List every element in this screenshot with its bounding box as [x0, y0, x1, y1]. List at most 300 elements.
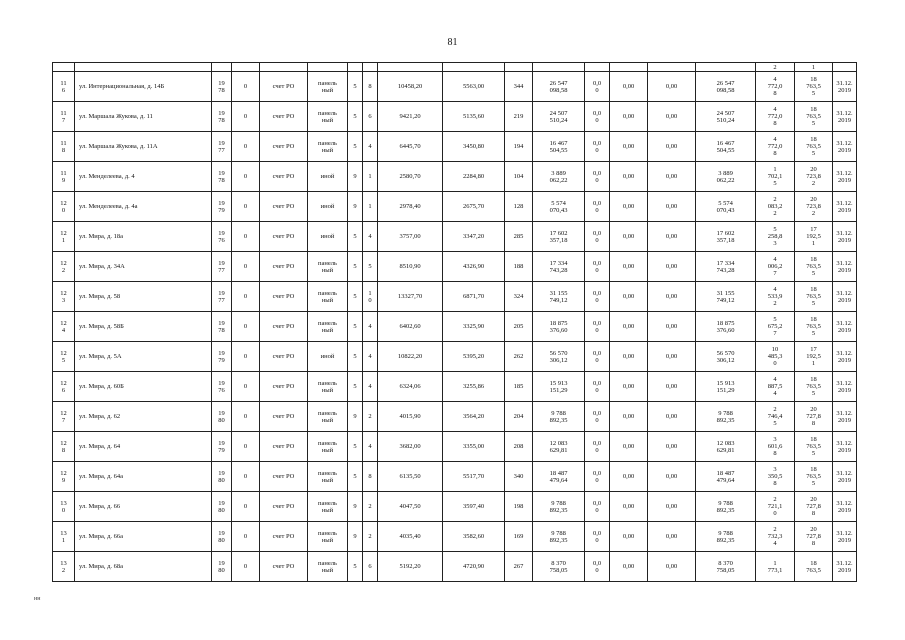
cost-cell: 5 574 070,43	[533, 192, 585, 222]
zero-amount-cell: 0,00	[648, 492, 696, 522]
total-area-cell: 9421,20	[378, 102, 443, 132]
deadline-cell: 31.12. 2019	[833, 402, 857, 432]
zero-amount-cell: 0,00	[610, 102, 648, 132]
wall-material-cell: панель ный	[308, 552, 348, 582]
zero-amount-cell: 0,00	[648, 552, 696, 582]
decimal-cell: 0,0 0	[585, 372, 610, 402]
table-row	[53, 132, 857, 162]
table-row	[53, 432, 857, 462]
account-cell: счет РО	[260, 402, 308, 432]
row-number-cell: 12 0	[53, 192, 75, 222]
zero-amount-cell: 0,00	[648, 372, 696, 402]
zero-amount-cell: 0,00	[648, 192, 696, 222]
row-number-cell: 11 9	[53, 162, 75, 192]
address-cell: ул. Мира, д. 66	[75, 492, 212, 522]
total-cost-cell: 17 334 743,28	[696, 252, 756, 282]
deadline-cell: 31.12. 2019	[833, 72, 857, 102]
residents-cell: 219	[505, 102, 533, 132]
account-cell: счет РО	[260, 552, 308, 582]
address-cell: ул. Интернациональная, д. 14Б	[75, 72, 212, 102]
total-cost-cell: 18 875 376,60	[696, 312, 756, 342]
zero-amount-cell: 0,00	[648, 312, 696, 342]
deadline-cell: 31.12. 2019	[833, 102, 857, 132]
zero-amount-cell: 0,00	[648, 462, 696, 492]
year-cell: 19 79	[212, 342, 232, 372]
decimal-cell: 0,0 0	[585, 72, 610, 102]
total-cost-cell: 31 155 749,12	[696, 282, 756, 312]
residents-cell: 194	[505, 132, 533, 162]
zero-cell: 0	[232, 492, 260, 522]
residents-cell: 205	[505, 312, 533, 342]
decimal-cell: 0,0 0	[585, 312, 610, 342]
account-cell: счет РО	[260, 252, 308, 282]
cost-cell: 8 370 758,05	[533, 552, 585, 582]
row-number-cell: 11 7	[53, 102, 75, 132]
zero-cell: 0	[232, 552, 260, 582]
zero-amount-cell: 0,00	[610, 252, 648, 282]
entrances-cell: 2	[363, 522, 378, 552]
specific-cost-cell: 4 006,2 7	[756, 252, 795, 282]
living-area-cell: 4326,90	[443, 252, 505, 282]
zero-amount-cell: 0,00	[610, 132, 648, 162]
decimal-cell: 0,0 0	[585, 342, 610, 372]
zero-amount-cell: 0,00	[610, 552, 648, 582]
decimal-cell: 0,0 0	[585, 192, 610, 222]
row-number-cell: 12 7	[53, 402, 75, 432]
residents-cell: 169	[505, 522, 533, 552]
address-cell: ул. Мира, д. 34А	[75, 252, 212, 282]
entrances-cell: 1 0	[363, 282, 378, 312]
total-cost-cell: 56 570 306,12	[696, 342, 756, 372]
residents-cell: 185	[505, 372, 533, 402]
year-cell: 19 77	[212, 282, 232, 312]
account-cell: счет РО	[260, 132, 308, 162]
table-row	[53, 402, 857, 432]
year-cell: 19 76	[212, 372, 232, 402]
table-row	[53, 252, 857, 282]
cost-cell: 18 487 479,64	[533, 462, 585, 492]
rate-cell: 20 727,8 8	[795, 522, 833, 552]
address-cell: ул. Маршала Жукова, д. 11	[75, 102, 212, 132]
specific-cost-cell: 5 258,8 3	[756, 222, 795, 252]
residents-cell: 324	[505, 282, 533, 312]
zero-amount-cell: 0,00	[610, 162, 648, 192]
cost-cell: 15 913 151,29	[533, 372, 585, 402]
rate-cell: 18 763,5 5	[795, 132, 833, 162]
total-area-cell: 3682,00	[378, 432, 443, 462]
year-cell: 19 78	[212, 162, 232, 192]
total-area-cell: 2580,70	[378, 162, 443, 192]
total-cost-cell: 16 467 504,55	[696, 132, 756, 162]
zero-amount-cell: 0,00	[610, 462, 648, 492]
deadline-cell: 31.12. 2019	[833, 432, 857, 462]
zero-amount-cell: 0,00	[610, 72, 648, 102]
zero-amount-cell: 0,00	[610, 312, 648, 342]
row-number-cell: 11 8	[53, 132, 75, 162]
rate-cell: 20 727,8 8	[795, 492, 833, 522]
zero-amount-cell: 0,00	[648, 162, 696, 192]
address-cell: ул. Мира, д. 60Б	[75, 372, 212, 402]
zero-cell: 0	[232, 102, 260, 132]
row-number-cell: 12 8	[53, 432, 75, 462]
zero-amount-cell: 0,00	[610, 222, 648, 252]
cost-cell: 12 083 629,81	[533, 432, 585, 462]
cost-cell: 9 788 892,35	[533, 492, 585, 522]
entrances-cell: 4	[363, 132, 378, 162]
cost-cell: 24 507 510,24	[533, 102, 585, 132]
account-cell: счет РО	[260, 192, 308, 222]
specific-cost-cell: 4 772,0 8	[756, 132, 795, 162]
total-cost-cell: 18 487 479,64	[696, 462, 756, 492]
entrances-cell: 6	[363, 102, 378, 132]
zero-cell: 0	[232, 72, 260, 102]
wall-material-cell: иной	[308, 162, 348, 192]
zero-amount-cell: 0,00	[610, 192, 648, 222]
table-row	[53, 102, 857, 132]
zero-amount-cell: 0,00	[648, 432, 696, 462]
rate-cell: 18 763,5 5	[795, 72, 833, 102]
cost-cell: 17 334 743,28	[533, 252, 585, 282]
floors-cell: 5	[348, 342, 363, 372]
rate-cell: 18 763,5 5	[795, 462, 833, 492]
row-number-cell: 12 3	[53, 282, 75, 312]
zero-cell: 0	[232, 402, 260, 432]
entrances-cell: 2	[363, 402, 378, 432]
total-cost-cell: 9 788 892,35	[696, 522, 756, 552]
zero-cell: 0	[232, 462, 260, 492]
account-cell: счет РО	[260, 372, 308, 402]
zero-cell: 0	[232, 522, 260, 552]
zero-amount-cell: 0,00	[648, 522, 696, 552]
entrances-cell: 4	[363, 432, 378, 462]
table-row	[53, 372, 857, 402]
table-row	[53, 552, 857, 582]
row-number-cell: 12 4	[53, 312, 75, 342]
cost-cell: 3 889 062,22	[533, 162, 585, 192]
row-number-cell: 12 9	[53, 462, 75, 492]
total-area-cell: 13327,70	[378, 282, 443, 312]
cost-cell: 18 875 376,60	[533, 312, 585, 342]
table-row	[53, 162, 857, 192]
specific-cost-cell: 5 675,2 7	[756, 312, 795, 342]
row-number-cell: 13 1	[53, 522, 75, 552]
living-area-cell: 4720,90	[443, 552, 505, 582]
year-cell: 19 79	[212, 432, 232, 462]
zero-cell: 0	[232, 132, 260, 162]
table-row	[53, 492, 857, 522]
address-cell: ул. Мира, д. 58	[75, 282, 212, 312]
entrances-cell: 1	[363, 192, 378, 222]
account-cell: счет РО	[260, 102, 308, 132]
floors-cell: 5	[348, 252, 363, 282]
cost-cell: 9 788 892,35	[533, 402, 585, 432]
wall-material-cell: панель ный	[308, 102, 348, 132]
wall-material-cell: иной	[308, 222, 348, 252]
address-cell: ул. Менделеева, д. 4а	[75, 192, 212, 222]
zero-amount-cell: 0,00	[648, 402, 696, 432]
wall-material-cell: панель ный	[308, 282, 348, 312]
year-cell: 19 78	[212, 312, 232, 342]
wall-material-cell: панель ный	[308, 72, 348, 102]
total-area-cell: 2978,40	[378, 192, 443, 222]
year-cell: 19 79	[212, 192, 232, 222]
deadline-cell: 31.12. 2019	[833, 492, 857, 522]
zero-amount-cell: 0,00	[610, 522, 648, 552]
zero-cell: 0	[232, 162, 260, 192]
floors-cell: 5	[348, 222, 363, 252]
deadline-cell: 31.12. 2019	[833, 342, 857, 372]
deadline-cell: 31.12. 2019	[833, 312, 857, 342]
zero-cell: 0	[232, 312, 260, 342]
account-cell: счет РО	[260, 432, 308, 462]
specific-cost-cell: 3 601,6 8	[756, 432, 795, 462]
total-cost-cell: 3 889 062,22	[696, 162, 756, 192]
table-row	[53, 342, 857, 372]
floors-cell: 9	[348, 162, 363, 192]
zero-cell: 0	[232, 372, 260, 402]
total-area-cell: 8510,90	[378, 252, 443, 282]
row-number-cell: 13 0	[53, 492, 75, 522]
specific-cost-cell: 2 732,3 4	[756, 522, 795, 552]
account-cell: счет РО	[260, 492, 308, 522]
rate-cell: 20 727,8 8	[795, 402, 833, 432]
zero-amount-cell: 0,00	[648, 222, 696, 252]
deadline-cell: 31.12. 2019	[833, 462, 857, 492]
wall-material-cell: панель ный	[308, 252, 348, 282]
specific-cost-cell: 2 083,2 2	[756, 192, 795, 222]
table-row	[53, 192, 857, 222]
living-area-cell: 2284,80	[443, 162, 505, 192]
rate-cell: 18 763,5 5	[795, 312, 833, 342]
zero-cell: 0	[232, 432, 260, 462]
year-cell: 19 80	[212, 492, 232, 522]
specific-cost-cell: 1 773,1	[756, 552, 795, 582]
address-cell: ул. Мира, д. 58Б	[75, 312, 212, 342]
total-cost-cell: 15 913 151,29	[696, 372, 756, 402]
account-cell: счет РО	[260, 222, 308, 252]
zero-amount-cell: 0,00	[648, 342, 696, 372]
year-cell: 19 80	[212, 552, 232, 582]
year-cell: 19 77	[212, 252, 232, 282]
deadline-cell: 31.12. 2019	[833, 372, 857, 402]
zero-amount-cell: 0,00	[610, 372, 648, 402]
total-area-cell: 6135,50	[378, 462, 443, 492]
living-area-cell: 6871,70	[443, 282, 505, 312]
total-area-cell: 6324,06	[378, 372, 443, 402]
decimal-cell: 0,0 0	[585, 522, 610, 552]
address-cell: ул. Мира, д. 64	[75, 432, 212, 462]
rate-cell: 18 763,5 5	[795, 252, 833, 282]
total-area-cell: 4035,40	[378, 522, 443, 552]
floors-cell: 5	[348, 72, 363, 102]
decimal-cell: 0,0 0	[585, 162, 610, 192]
total-area-cell: 10458,20	[378, 72, 443, 102]
specific-cost-cell: 2 721,1 0	[756, 492, 795, 522]
deadline-cell: 31.12. 2019	[833, 192, 857, 222]
decimal-cell: 0,0 0	[585, 432, 610, 462]
living-area-cell: 3355,00	[443, 432, 505, 462]
rate-cell: 17 192,5 1	[795, 342, 833, 372]
living-area-cell: 2675,70	[443, 192, 505, 222]
deadline-cell: 31.12. 2019	[833, 282, 857, 312]
row-number-cell: 13 2	[53, 552, 75, 582]
living-area-cell: 5395,20	[443, 342, 505, 372]
floors-cell: 9	[348, 402, 363, 432]
zero-cell: 0	[232, 342, 260, 372]
total-cost-cell: 26 547 098,58	[696, 72, 756, 102]
account-cell: счет РО	[260, 342, 308, 372]
wall-material-cell: панель ный	[308, 522, 348, 552]
table-row	[53, 222, 857, 252]
address-cell: ул. Мира, д. 18а	[75, 222, 212, 252]
decimal-cell: 0,0 0	[585, 492, 610, 522]
account-cell: счет РО	[260, 162, 308, 192]
living-area-cell: 3564,20	[443, 402, 505, 432]
account-cell: счет РО	[260, 522, 308, 552]
wall-material-cell: панель ный	[308, 462, 348, 492]
zero-amount-cell: 0,00	[610, 342, 648, 372]
footer-mark: нн	[34, 596, 41, 602]
decimal-cell: 0,0 0	[585, 132, 610, 162]
address-cell: ул. Менделеева, д. 4	[75, 162, 212, 192]
total-cost-cell: 17 602 357,18	[696, 222, 756, 252]
rate-cell: 18 763,5	[795, 552, 833, 582]
total-area-cell: 6445,70	[378, 132, 443, 162]
total-area-cell: 3757,00	[378, 222, 443, 252]
entrances-cell: 4	[363, 312, 378, 342]
living-area-cell: 3582,60	[443, 522, 505, 552]
floors-cell: 5	[348, 312, 363, 342]
specific-cost-cell: 10 485,3 0	[756, 342, 795, 372]
rate-cell: 18 763,5 5	[795, 102, 833, 132]
rate-cell: 17 192,5 1	[795, 222, 833, 252]
deadline-cell: 31.12. 2019	[833, 222, 857, 252]
entrances-cell: 4	[363, 222, 378, 252]
account-cell: счет РО	[260, 72, 308, 102]
year-cell: 19 80	[212, 402, 232, 432]
row-number-cell: 12 1	[53, 222, 75, 252]
wall-material-cell: панель ный	[308, 402, 348, 432]
address-cell: ул. Мира, д. 68а	[75, 552, 212, 582]
residents-cell: 262	[505, 342, 533, 372]
total-cost-cell: 24 507 510,24	[696, 102, 756, 132]
table-row	[53, 282, 857, 312]
rate-cell: 20 723,8 2	[795, 162, 833, 192]
decimal-cell: 0,0 0	[585, 252, 610, 282]
zero-cell: 0	[232, 192, 260, 222]
table-row	[53, 312, 857, 342]
zero-amount-cell: 0,00	[648, 102, 696, 132]
year-cell: 19 78	[212, 72, 232, 102]
decimal-cell: 0,0 0	[585, 462, 610, 492]
zero-amount-cell: 0,00	[610, 282, 648, 312]
residents-cell: 198	[505, 492, 533, 522]
cost-cell: 26 547 098,58	[533, 72, 585, 102]
floors-cell: 5	[348, 432, 363, 462]
row-number-cell: 12 6	[53, 372, 75, 402]
residents-cell: 128	[505, 192, 533, 222]
deadline-cell: 31.12. 2019	[833, 522, 857, 552]
decimal-cell: 0,0 0	[585, 102, 610, 132]
cost-cell: 16 467 504,55	[533, 132, 585, 162]
table-row	[53, 522, 857, 552]
zero-cell: 0	[232, 252, 260, 282]
residents-cell: 267	[505, 552, 533, 582]
specific-cost-cell: 4 772,0 8	[756, 102, 795, 132]
entrances-cell: 6	[363, 552, 378, 582]
zero-amount-cell: 0,00	[648, 282, 696, 312]
specific-cost-cell: 4 533,9 2	[756, 282, 795, 312]
floors-cell: 5	[348, 132, 363, 162]
zero-amount-cell: 0,00	[610, 492, 648, 522]
living-area-cell: 3450,80	[443, 132, 505, 162]
total-area-cell: 10822,20	[378, 342, 443, 372]
address-cell: ул. Маршала Жукова, д. 11А	[75, 132, 212, 162]
zero-amount-cell: 0,00	[648, 132, 696, 162]
year-cell: 19 78	[212, 102, 232, 132]
total-cost-cell: 12 083 629,81	[696, 432, 756, 462]
residents-cell: 285	[505, 222, 533, 252]
entrances-cell: 4	[363, 372, 378, 402]
rate-cell: 18 763,5 5	[795, 432, 833, 462]
floors-cell: 9	[348, 192, 363, 222]
wall-material-cell: иной	[308, 342, 348, 372]
total-cost-cell: 8 370 758,05	[696, 552, 756, 582]
living-area-cell: 3255,86	[443, 372, 505, 402]
wall-material-cell: панель ный	[308, 132, 348, 162]
decimal-cell: 0,0 0	[585, 552, 610, 582]
zero-amount-cell: 0,00	[648, 252, 696, 282]
specific-cost-cell: 4 887,5 4	[756, 372, 795, 402]
account-cell: счет РО	[260, 312, 308, 342]
living-area-cell: 3597,40	[443, 492, 505, 522]
year-cell: 19 77	[212, 132, 232, 162]
zero-amount-cell: 0,00	[610, 432, 648, 462]
zero-cell: 0	[232, 282, 260, 312]
year-cell: 19 76	[212, 222, 232, 252]
account-cell: счет РО	[260, 462, 308, 492]
row-number-cell: 12 5	[53, 342, 75, 372]
deadline-cell: 31.12. 2019	[833, 132, 857, 162]
cost-cell: 17 602 357,18	[533, 222, 585, 252]
entrances-cell: 1	[363, 162, 378, 192]
living-area-cell: 5517,70	[443, 462, 505, 492]
wall-material-cell: панель ный	[308, 432, 348, 462]
entrances-cell: 5	[363, 252, 378, 282]
wall-material-cell: иной	[308, 192, 348, 222]
entrances-cell: 8	[363, 462, 378, 492]
floors-cell: 5	[348, 102, 363, 132]
rate-cell: 18 763,5 5	[795, 372, 833, 402]
account-cell: счет РО	[260, 282, 308, 312]
row-number-cell: 11 6	[53, 72, 75, 102]
residents-cell: 204	[505, 402, 533, 432]
table-top-row	[53, 63, 857, 72]
living-area-cell: 5135,60	[443, 102, 505, 132]
address-cell: ул. Мира, д. 66а	[75, 522, 212, 552]
total-cost-cell: 5 574 070,43	[696, 192, 756, 222]
decimal-cell: 0,0 0	[585, 222, 610, 252]
entrances-cell: 4	[363, 342, 378, 372]
top-row-cell: 1	[795, 63, 833, 72]
deadline-cell: 31.12. 2019	[833, 552, 857, 582]
wall-material-cell: панель ный	[308, 492, 348, 522]
floors-cell: 9	[348, 522, 363, 552]
floors-cell: 5	[348, 372, 363, 402]
zero-cell: 0	[232, 222, 260, 252]
living-area-cell: 3325,90	[443, 312, 505, 342]
decimal-cell: 0,0 0	[585, 282, 610, 312]
